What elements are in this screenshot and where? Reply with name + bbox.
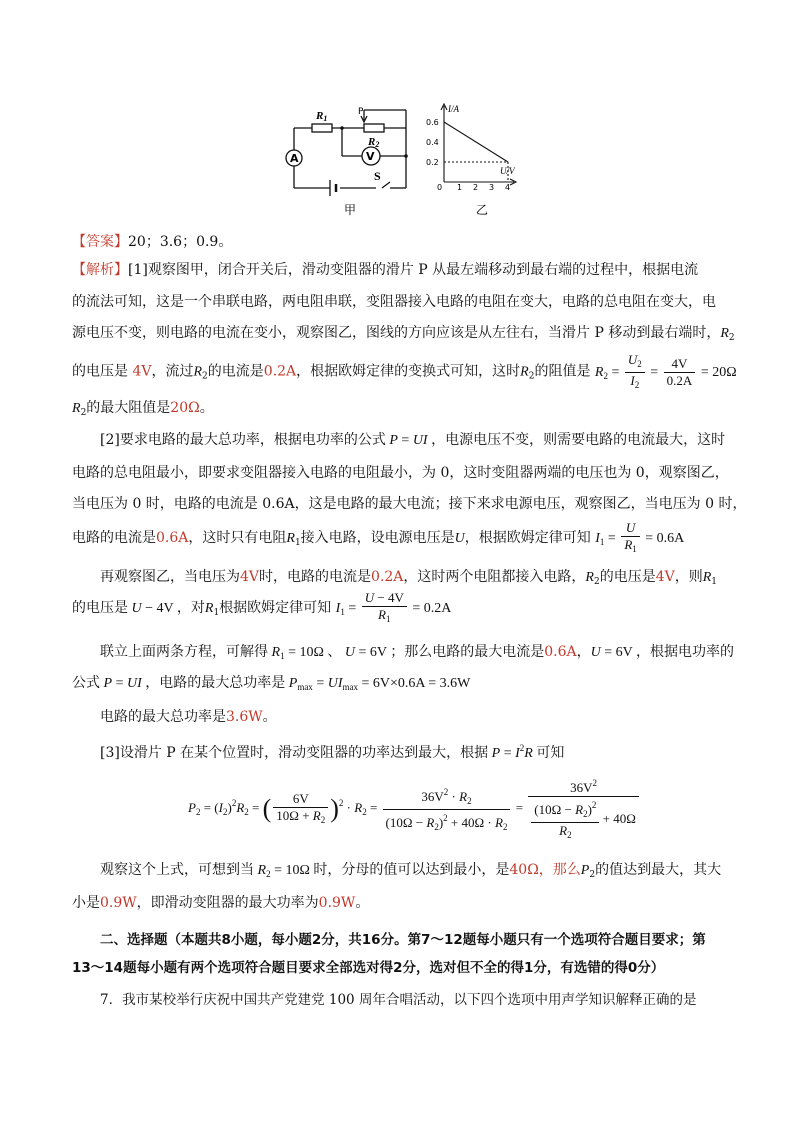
analysis-text: 小是 [72, 895, 100, 911]
analysis-text: 。 [355, 895, 370, 911]
analysis-line: [2]要求电路的最大总功率，根据电功率的公式 P = UI ，电源电压不变，则需要电路的电流最大，这时 [100, 432, 726, 448]
analysis-text: ，对 [176, 600, 205, 616]
analysis-text: ，根据欧姆定律可知 [464, 530, 591, 546]
y-tick: 0.2 [426, 158, 439, 167]
formula-p2-max: $P_2 = (I_2)^2R_2$ = ( $\frac{6V}{10\Omega + R_2}$ )$^2 \cdot R_2$ = $\frac{36V^2 \cdot R_2}{(10\Omega - R_2)^2 + 40\Omega \cdot R_2}$ = $36V^2$ $\frac{(10\Omega - R_2)^2}{R_2}$ + 40Ω [188, 768, 794, 838]
x-tick: 4 [505, 183, 511, 192]
value-4v: 4V [240, 569, 260, 585]
iu-line [444, 122, 508, 162]
analysis-line: 公式 P = UI ，电路的最大总功率是 $P_{max} = UI_{max} = 6V\times 0.6A = 3.6W$ [72, 675, 471, 692]
formula-i1-second: $I_1$ = $\frac{U - 4V}{R_1}$ = 0.2A [335, 590, 452, 625]
x-tick: 2 [473, 183, 479, 192]
analysis-text: [1]观察图甲，闭合开关后，滑动变阻器的滑片 P 从最左端移动到最右端的过程中，根据电流 [128, 262, 699, 278]
analysis-text: ，即滑动变阻器的最大功率为 [136, 895, 319, 911]
value-40-ohm: 40Ω，那么 [509, 862, 581, 878]
y-tick: 0.6 [426, 118, 439, 127]
value-4v: 4V [132, 363, 152, 380]
value-20-ohm: 20Ω [170, 400, 200, 416]
circuit-diagram [294, 110, 406, 188]
x-tick: 3 [489, 183, 495, 192]
analysis-text: 的电压是 [72, 363, 128, 380]
analysis-line: 联立上面两条方程，可解得 $R_1 = 10\Omega$ 、 U = 6V ；那么电路的最大电流是0.6A，U = 6V ，根据电功率的 [100, 644, 735, 661]
question-7: 7．我市某校举行庆祝中国共产党建党 100 周年合唱活动，以下四个选项中用声学知识解释正确的是 [100, 992, 697, 1008]
answer-tag: 【答案】 [72, 234, 128, 250]
answer-line [72, 232, 722, 252]
value-3-6w: 3.6W [226, 709, 263, 725]
analysis-text: 。 [199, 400, 214, 416]
analysis-text: 可知 [536, 745, 565, 761]
junction-dot [340, 126, 344, 130]
value-4v: 4V [655, 569, 675, 585]
y-axis-label: I/A [448, 104, 459, 114]
analysis-line: 的流法可知，这是一个串联电路，两电阻串联，变阻器接入电路的电阻在变大，电路的总电阻在变大，电 [72, 294, 716, 310]
answer-text: 20；3.6；0.9。 [128, 234, 233, 250]
analysis-text: 的电压是 [72, 600, 128, 616]
analysis-text: [3]设滑片 P 在某个位置时，滑动变阻器的功率达到最大，根据 [100, 745, 489, 761]
analysis-line [72, 893, 722, 913]
physics-figure [278, 100, 538, 218]
analysis-tag: 【解析】 [72, 262, 128, 278]
r2-label: R2 [368, 136, 380, 149]
analysis-line [72, 260, 722, 280]
x-tick: 1 [457, 183, 463, 192]
analysis-text: 时，分母的值可以达到最小，是 [313, 862, 510, 878]
analysis-text: 源电压不变，则电路的电流在变小，观察图乙，图线的方向应该是从左往右，当滑片 P 移动到最右端时， [72, 325, 721, 341]
section-heading: 13～14题每小题有两个选项符合题目要求全部选对得2分，选对但不全的得1分，有选错的得0分） [72, 960, 665, 976]
analysis-text: ，则 [674, 569, 703, 585]
analysis-text: 的电流是 [207, 363, 264, 380]
battery-symbol [330, 180, 336, 196]
formula-r2: $R_2$ = $\frac{U_2}{I_2}$ = $\frac{4V}{0.2A}$ = 20Ω [594, 352, 737, 390]
analysis-text: 观察这个上式，可想到当 [100, 862, 254, 878]
value-0-2a: 0.2A [371, 569, 404, 585]
slider-label: P [358, 107, 364, 117]
analysis-line: 当电压为 0 时，电路的电流是 0.6A，这是电路的最大电流；接下来求电源电压，观察图乙，当电压为 0 时， [72, 496, 747, 512]
analysis-text: 接入电路，设电源电压是 [300, 530, 455, 546]
analysis-line: 电路的电流是0.6A，这时只有电阻$R_1$接入电路，设电源电压是U，根据欧姆定律可知 $I_1$ = $\frac{U}{R_1}$ = 0.6A [72, 520, 685, 555]
switch-label: S [374, 169, 381, 183]
analysis-text: 的值达到最大，其大 [595, 862, 722, 878]
analysis-text: ，根据欧姆定律的变换式可知，这时 [296, 363, 521, 380]
graph-caption: 乙 [476, 203, 489, 217]
analysis-line: 的电压是 4V，流过$R_2$的电流是0.2A，根据欧姆定律的变换式可知，这时$R_2$的阻值是 $R_2$ = $\frac{U_2}{I_2}$ = $\frac{4V}{0.2A}$ = 20Ω [72, 352, 737, 390]
analysis-line: $R_2$的最大阻值是20Ω。 [72, 400, 214, 418]
analysis-text: 。 [262, 709, 277, 725]
r1-label: R1 [316, 110, 328, 123]
section-heading: 二、选择题（本题共8小题，每小题2分，共16分。第7～12题每小题只有一个选项符合题目要求；第 [100, 932, 706, 948]
analysis-text: 联立上面两条方程，可解得 [100, 644, 268, 660]
circuit-caption: 甲 [344, 203, 357, 217]
analysis-text: 的电压是 [599, 569, 656, 585]
analysis-text: ，电源电压不变，则需要电路的电流最大，这时 [431, 432, 726, 448]
ammeter-label: A [290, 152, 299, 165]
analysis-text: ，流过 [151, 363, 194, 380]
analysis-text: 根据欧姆定律可知 [219, 600, 332, 616]
y-tick: 0.4 [426, 138, 439, 147]
voltmeter-label: V [366, 150, 375, 163]
analysis-line: 的电压是 U − 4V ，对$R_1$根据欧姆定律可知 $I_1$ = $\frac{U - 4V}{R_1}$ = 0.2A [72, 590, 452, 625]
analysis-line [100, 707, 750, 727]
value-0-6a: 0.6A [544, 644, 577, 660]
analysis-text: ，电路的最大总功率是 [145, 675, 286, 691]
x-axis-label: U/V [500, 166, 515, 176]
analysis-text: 电路的最大总功率是 [100, 709, 226, 725]
analysis-line: 再观察图乙，当电压为4V时，电路的电流是0.2A，这时两个电阻都接入电路，$R_2$的电压是4V，则$R_1$ [100, 569, 718, 587]
formula-i1: $I_1$ = $\frac{U}{R_1}$ = 0.6A [595, 520, 685, 555]
value-0-6a: 0.6A [156, 530, 189, 546]
analysis-text: 的阻值是 [534, 363, 591, 380]
analysis-line: [3]设滑片 P 在某个位置时，滑动变阻器的功率达到最大，根据 $P = I^2R$ 可知 [100, 743, 565, 761]
value-0-9w: 0.9W [100, 895, 137, 911]
analysis-line: 观察这个上式，可想到当 $R_2 = 10\Omega$ 时，分母的值可以达到最小，是40Ω，那么$P_2$的值达到最大，其大 [100, 862, 722, 880]
analysis-text: 电路的电流是 [72, 530, 156, 546]
analysis-text: ，这时只有电阻 [188, 530, 287, 546]
junction-dot [404, 154, 408, 158]
analysis-text: [2]要求电路的最大总功率，根据电功率的公式 [100, 432, 386, 448]
value-0-2a: 0.2A [263, 363, 297, 380]
value-0-9w: 0.9W [318, 895, 356, 911]
analysis-text: 的最大阻值是 [86, 400, 171, 416]
analysis-text: ，这时两个电阻都接入电路， [403, 569, 586, 585]
analysis-text: ，根据电功率的 [636, 644, 735, 660]
analysis-text: 时，电路的电流是 [259, 569, 372, 585]
analysis-line: 源电压不变，则电路的电流在变小，观察图乙，图线的方向应该是从左往右，当滑片 P 移动到最右端时，$R_2$ [72, 325, 735, 343]
analysis-text: 公式 [72, 675, 100, 691]
origin-label: 0 [437, 183, 443, 192]
analysis-text: ；那么电路的最大电流是 [390, 644, 545, 660]
analysis-text: 再观察图乙，当电压为 [100, 569, 240, 585]
analysis-line: 电路的总电阻最小，即要求变阻器接入电路的电阻最小，为 0，这时变阻器两端的电压也为 0，观察图乙， [72, 465, 729, 481]
